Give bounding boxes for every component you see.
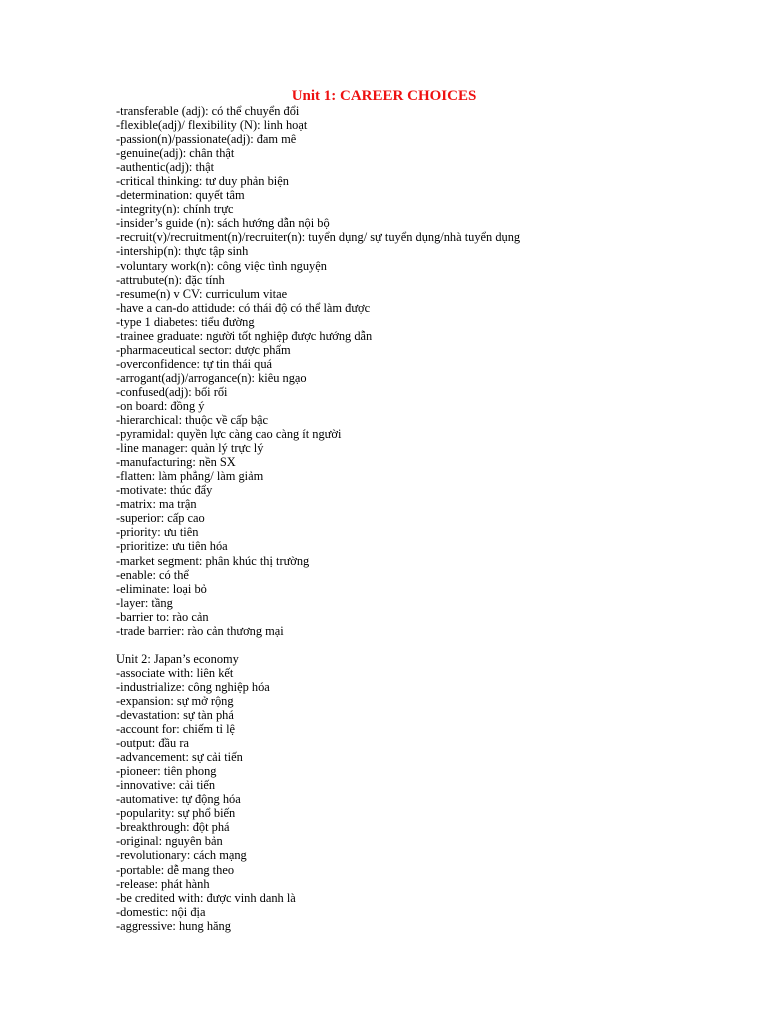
vocab-item: -genuine(adj): chân thật [116,146,235,161]
vocab-item: -transferable (adj): có thể chuyển đổi [116,104,300,118]
vocab-item: -release: phát hành [116,876,210,891]
vocab-item: -industrialize: công nghiệp hóa [116,679,270,694]
vocab-item: -voluntary work(n): công việc tình nguyện [116,258,327,273]
vocabulary-list [116,104,756,933]
vocab-item: -integrity(n): chính trực [116,202,234,217]
vocab-item: -devastation: sự tàn phá [116,708,234,723]
vocab-item: -arrogant(adj)/arrogance(n): kiêu ngạo [116,370,307,385]
vocab-item: -portable: dễ mang theo [116,862,235,877]
vocab-item: -market segment: phân khúc thị trường [116,553,310,568]
vocab-item: -confused(adj): bối rối [116,384,228,399]
vocab-item: -insider’s guide (n): sách hướng dẫn nội bộ [116,216,330,231]
vocab-item: -on board: đồng ý [116,398,205,413]
vocab-item: -matrix: ma trận [116,497,197,512]
vocab-item: -expansion: sự mở rộng [116,693,234,708]
vocab-item: -flatten: làm phẳng/ làm giảm [116,469,264,484]
vocab-item: -passion(n)/passionate(adj): đam mê [116,132,297,147]
vocab-item: -trade barrier: rào cản thương mại [116,623,284,638]
vocab-item: -advancement: sự cải tiến [116,750,243,765]
vocab-item: -intership(n): thực tập sinh [116,244,249,259]
vocab-item: -innovative: cải tiến [116,778,216,793]
vocab-item: -pyramidal: quyền lực càng cao càng ít người [116,427,342,442]
vocab-item: -enable: có thể [116,567,189,582]
unit1-vocabulary-list [116,104,756,638]
vocab-item: -pioneer: tiên phong [116,764,217,779]
vocab-item: -motivate: thúc đẩy [116,483,213,498]
unit1-title: Unit 1: CAREER CHOICES [291,88,477,104]
vocab-item: -type 1 diabetes: tiểu đường [116,314,255,329]
vocab-item: -superior: cấp cao [116,511,205,526]
vocab-item: -revolutionary: cách mạng [116,848,247,863]
vocab-item: -flexible(adj)/ flexibility (N): linh hoạt [116,118,308,133]
vocab-item: -authentic(adj): thật [116,160,215,175]
vocab-item: -account for: chiếm tỉ lệ [116,722,236,737]
vocab-item: -have a can-do attidude: có thái độ có thể làm được [116,300,371,315]
vocab-item: -attrubute(n): đặc tính [116,272,225,287]
vocab-item: -hierarchical: thuộc về cấp bậc [116,413,269,428]
vocab-item: -priority: ưu tiên [116,525,199,540]
unit2-title: Unit 2: Japan’s economy [116,651,239,666]
vocab-item: -resume(n) v CV: curriculum vitae [116,286,288,301]
unit2-vocabulary-list [116,666,756,933]
vocab-item: -associate with: liên kết [116,665,234,680]
vocab-item: -recruit(v)/recruitment(n)/recruiter(n): tuyển dụng/ sự tuyển dụng/nhà tuyển dụng [116,230,521,245]
vocab-item: -aggressive: hung hăng [116,918,231,933]
section-gap [116,638,756,652]
vocab-item: -domestic: nội địa [116,904,206,919]
vocab-item: -overconfidence: tự tin thái quá [116,356,273,371]
vocab-item: -line manager: quản lý trực lý [116,441,264,456]
vocab-item: -barrier to: rào cản [116,609,209,624]
vocab-item: -original: nguyên bản [116,834,223,849]
vocab-item: -critical thinking: tư duy phản biện [116,174,289,189]
vocab-item: -manufacturing: nền SX [116,455,236,470]
vocab-item: -breakthrough: đột phá [116,820,230,835]
vocab-item: -trainee graduate: người tốt nghiệp được hướng dẫn [116,328,373,343]
vocab-item: -eliminate: loại bỏ [116,581,207,596]
vocab-item: -popularity: sự phổ biến [116,806,236,821]
vocab-item: -automative: tự động hóa [116,792,241,807]
vocab-item: -prioritize: ưu tiên hóa [116,539,228,554]
vocab-item: -output: đầu ra [116,736,189,751]
vocab-item: -pharmaceutical sector: dược phẩm [116,342,291,357]
vocab-item: -be credited with: được vinh danh là [116,890,296,905]
vocab-item: -determination: quyết tâm [116,188,245,203]
vocab-item: -layer: tầng [116,595,173,610]
